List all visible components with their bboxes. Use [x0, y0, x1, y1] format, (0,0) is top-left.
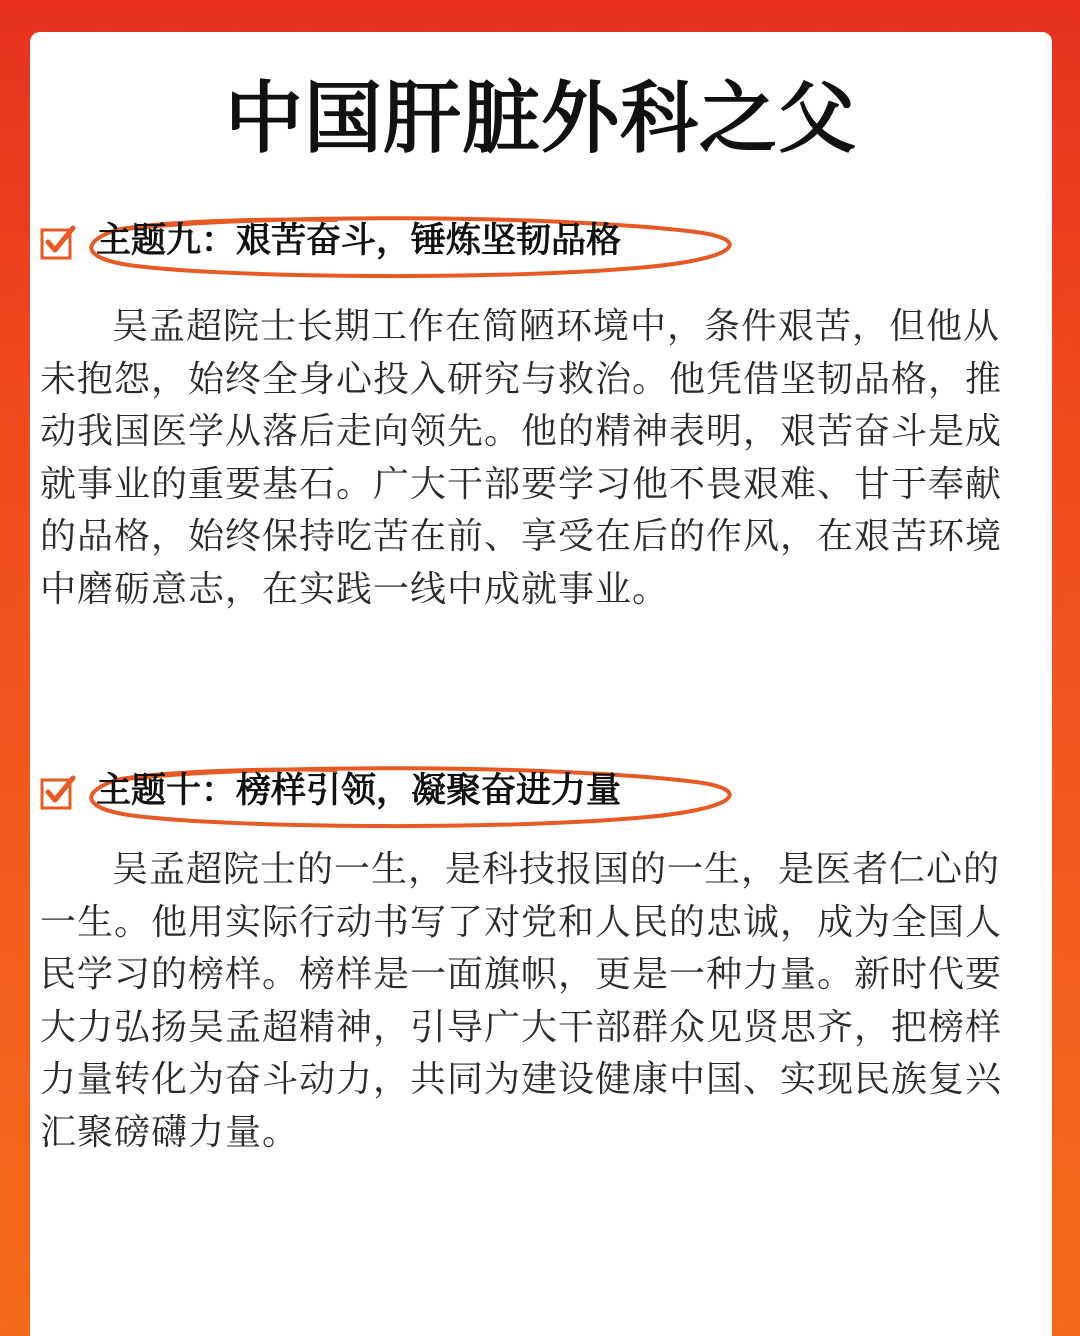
section-paragraph: 吴孟超院士的一生，是科技报国的一生，是医者仁心的一生。他用实际行动书写了对党和人民的忠诚，成为全国人民学习的榜样。榜样是一面旗帜，更是一种力量。新时代要大力弘扬吴孟超精神，引导广大干部群众见贤思齐，把榜样力量转化为奋斗动力，共同为建设健康中国、实现民族复兴汇聚磅礴力量。 [40, 849, 1003, 1153]
section-heading-9 [40, 212, 740, 272]
section-heading-text: 主题十：榜样引领，凝聚奋进力量 [96, 771, 622, 811]
checkbox-checked-icon [40, 774, 76, 810]
section-heading-text: 主题九：艰苦奋斗，锤炼坚韧品格 [96, 221, 622, 261]
content-card [30, 32, 1052, 1336]
section-paragraph: 吴孟超院士长期工作在简陋环境中，条件艰苦，但他从未抱怨，始终全身心投入研究与救治。他凭借坚韧品格，推动我国医学从落后走向领先。他的精神表明，艰苦奋斗是成就事业的重要基石。广大干部要学习他不畏艰难、甘于奉献的品格，始终保持吃苦在前、享受在后的作风，在艰苦环境中磨砺意志，在实践一线中成就事业。 [40, 306, 1003, 610]
section-heading-10 [40, 762, 740, 822]
page-title: 中国肝脏外科之父 [224, 74, 857, 164]
checkbox-checked-icon [40, 224, 76, 260]
